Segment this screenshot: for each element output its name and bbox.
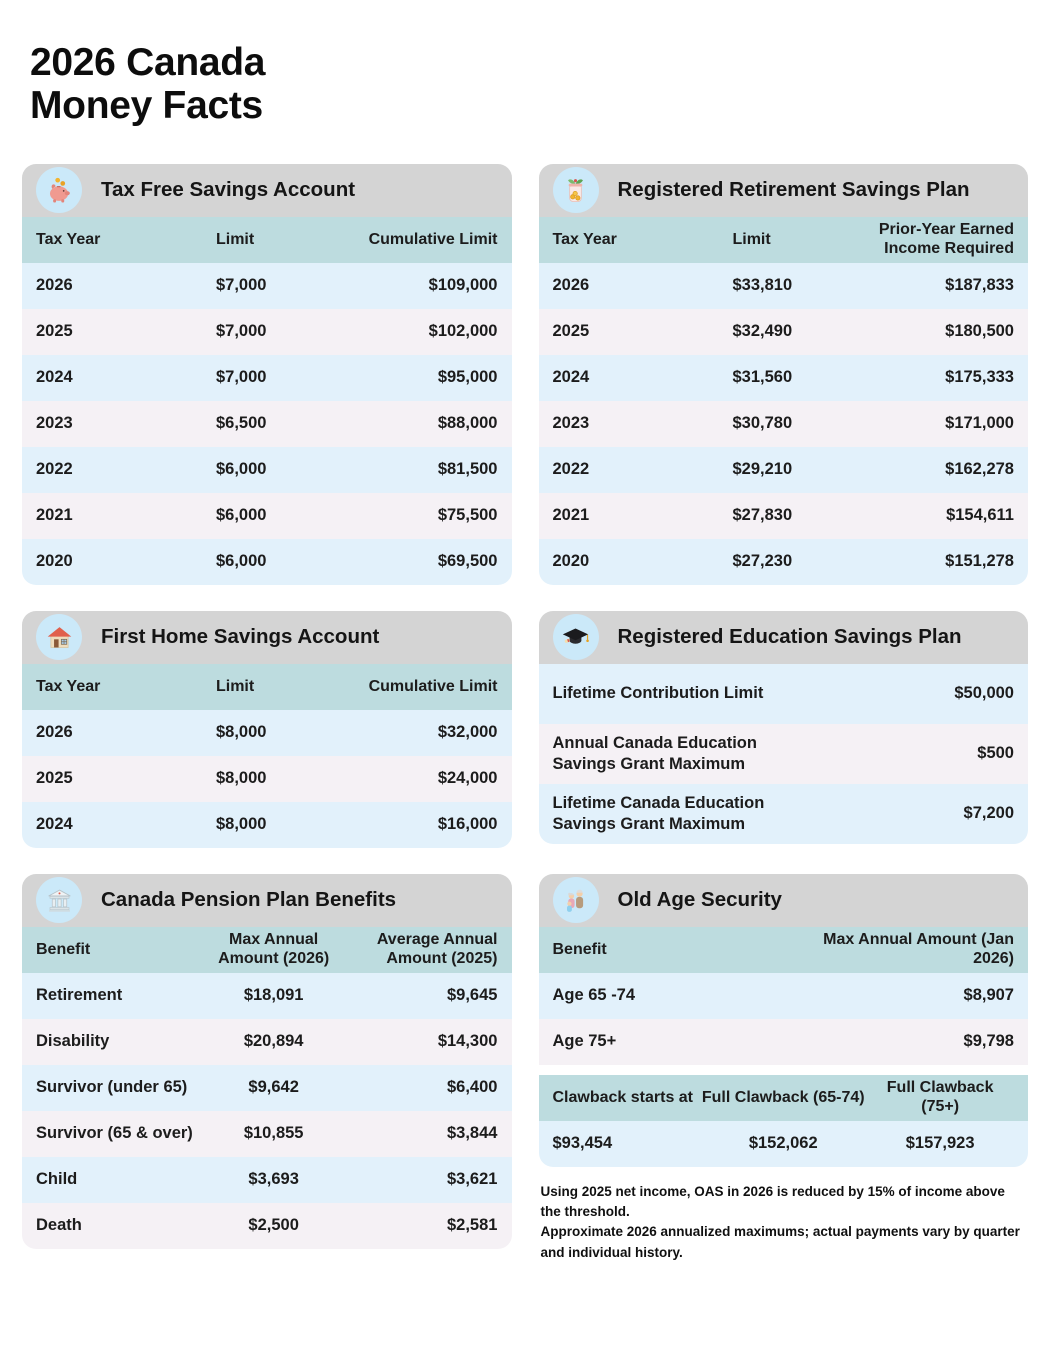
benefit-label-cell: Age 75+ <box>552 1032 617 1051</box>
tax-year-cell: 2025 <box>36 769 73 788</box>
tax-year-cell: 2023 <box>36 414 73 433</box>
table-row <box>539 263 1029 309</box>
piggy-bank-icon <box>36 167 82 213</box>
tfsa-col-limit: Limit <box>215 230 255 248</box>
max-annual-cell: $10,855 <box>243 1124 304 1143</box>
tax-year-cell: 2025 <box>36 322 73 341</box>
amount-cell: $7,200 <box>963 804 1014 823</box>
table-row <box>539 355 1029 401</box>
cpp-column-header-row <box>22 927 512 973</box>
full-clawback-75-col: Full Clawback (75+) <box>886 1079 994 1115</box>
limit-cell: $32,490 <box>732 322 793 341</box>
benefit-label-cell: Disability <box>36 1032 110 1051</box>
full-clawback-65-74-col: Full Clawback (65-74) <box>701 1088 865 1106</box>
oas-clawback-header-row <box>539 1075 1029 1121</box>
limit-cell: $6,500 <box>215 414 267 433</box>
resp-card-title: Registered Education Savings Plan <box>617 625 962 649</box>
cumulative-limit-cell: $32,000 <box>437 723 498 742</box>
table-row <box>22 401 512 447</box>
table-row <box>539 664 1029 724</box>
cards-grid <box>22 164 1028 1263</box>
oas-footnotes <box>539 1182 1029 1263</box>
tax-year-cell: 2021 <box>552 506 590 525</box>
table-row <box>539 493 1029 539</box>
tax-year-cell: 2022 <box>36 460 73 479</box>
cpp-card-title: Canada Pension Plan Benefits <box>101 888 397 912</box>
rrsp-col-tax-year: Tax Year <box>552 230 617 248</box>
average-annual-cell: $14,300 <box>437 1032 498 1051</box>
page-title-line2: Money Facts <box>30 83 263 127</box>
rrsp-card-title: Registered Retirement Savings Plan <box>617 178 970 202</box>
rrsp-col-limit: Limit <box>732 230 771 248</box>
cpp-col-max-annual: Max Annual Amount (2026) <box>218 931 330 967</box>
footnote-clawback: Using 2025 net income, OAS in 2026 is reduced by 15% of income above the threshold. <box>540 1183 1005 1220</box>
tfsa-card <box>22 164 512 585</box>
limit-cell: $33,810 <box>732 276 793 295</box>
resp-card-header <box>539 611 1029 664</box>
cumulative-limit-cell: $69,500 <box>437 552 498 571</box>
limit-cell: $29,210 <box>732 460 793 479</box>
average-annual-cell: $9,645 <box>447 986 498 1005</box>
tax-year-cell: 2021 <box>36 506 73 525</box>
table-row <box>539 973 1029 1019</box>
clawback-starts-col: Clawback starts at <box>552 1088 694 1106</box>
benefit-label-cell: Annual Canada Education Savings Grant Maximum <box>552 734 757 773</box>
cumulative-limit-cell: $109,000 <box>428 276 498 295</box>
cpp-col-benefit: Benefit <box>36 940 91 958</box>
table-row <box>22 756 512 802</box>
benefit-label-cell: Lifetime Contribution Limit <box>552 684 764 703</box>
amount-cell: $500 <box>977 744 1014 763</box>
max-annual-cell: $2,500 <box>248 1216 299 1235</box>
money-jar-icon <box>553 167 599 213</box>
limit-cell: $6,000 <box>215 460 267 479</box>
fhsa-col-tax-year: Tax Year <box>36 677 101 695</box>
max-annual-cell: $20,894 <box>243 1032 304 1051</box>
table-row <box>539 447 1029 493</box>
table-row <box>539 401 1029 447</box>
limit-cell: $7,000 <box>215 368 267 387</box>
tax-year-cell: 2022 <box>552 460 590 479</box>
table-row <box>22 1065 512 1111</box>
fhsa-card-title: First Home Savings Account <box>101 625 380 649</box>
fhsa-column-header-row <box>22 664 512 710</box>
benefit-label-cell: Lifetime Canada Education Savings Grant Maximum <box>552 794 765 833</box>
oas-card <box>539 874 1029 1167</box>
fhsa-card <box>22 611 512 848</box>
graduation-cap-icon <box>553 614 599 660</box>
rrsp-column-header-row <box>539 217 1029 263</box>
benefit-label-cell: Child <box>36 1170 78 1189</box>
full-clawback-75-cell: $157,923 <box>905 1134 975 1153</box>
house-icon <box>36 614 82 660</box>
table-row <box>539 1019 1029 1065</box>
earned-income-cell: $175,333 <box>945 368 1014 387</box>
table-row <box>539 724 1029 784</box>
max-annual-cell: $9,642 <box>248 1078 299 1097</box>
fhsa-card-header <box>22 611 512 664</box>
table-row <box>22 1157 512 1203</box>
tax-year-cell: 2025 <box>552 322 590 341</box>
earned-income-cell: $180,500 <box>945 322 1014 341</box>
rrsp-card <box>539 164 1029 585</box>
tfsa-column-header-row <box>22 217 512 263</box>
tfsa-card-header <box>22 164 512 217</box>
table-row <box>22 309 512 355</box>
benefit-label-cell: Death <box>36 1216 82 1235</box>
table-row <box>22 539 512 585</box>
average-annual-cell: $3,844 <box>447 1124 498 1143</box>
amount-cell: $8,907 <box>963 986 1014 1005</box>
limit-cell: $6,000 <box>215 506 267 525</box>
tfsa-col-cumulative-limit: Cumulative Limit <box>368 230 498 248</box>
table-row <box>539 1121 1029 1167</box>
tax-year-cell: 2026 <box>36 723 73 742</box>
limit-cell: $8,000 <box>215 769 267 788</box>
page-title <box>30 42 1020 128</box>
tax-year-cell: 2020 <box>552 552 590 571</box>
bank-icon <box>36 877 82 923</box>
rrsp-col-prior-year-income: Prior-Year Earned Income Required <box>878 221 1014 257</box>
table-row <box>22 973 512 1019</box>
cpp-col-average-annual: Average Annual Amount (2025) <box>376 931 498 967</box>
limit-cell: $27,830 <box>732 506 793 525</box>
elderly-family-icon <box>553 877 599 923</box>
tax-year-cell: 2024 <box>36 815 73 834</box>
limit-cell: $30,780 <box>732 414 793 433</box>
cumulative-limit-cell: $81,500 <box>437 460 498 479</box>
full-clawback-65-74-cell: $152,062 <box>748 1134 818 1153</box>
limit-cell: $6,000 <box>215 552 267 571</box>
page-title-line1: 2026 Canada <box>30 41 266 84</box>
benefit-label-cell: Retirement <box>36 986 123 1005</box>
tax-year-cell: 2026 <box>36 276 73 295</box>
fhsa-col-limit: Limit <box>215 677 255 695</box>
average-annual-cell: $2,581 <box>447 1216 498 1235</box>
earned-income-cell: $151,278 <box>945 552 1014 571</box>
cumulative-limit-cell: $16,000 <box>437 815 498 834</box>
oas-card-header <box>539 874 1029 927</box>
earned-income-cell: $154,611 <box>946 506 1014 525</box>
cumulative-limit-cell: $88,000 <box>437 414 498 433</box>
max-annual-cell: $18,091 <box>243 986 304 1005</box>
tfsa-col-tax-year: Tax Year <box>36 230 101 248</box>
cumulative-limit-cell: $95,000 <box>437 368 498 387</box>
table-row <box>22 1111 512 1157</box>
oas-col-max-annual: Max Annual Amount (Jan 2026) <box>823 931 1014 967</box>
table-row <box>539 309 1029 355</box>
table-row <box>22 710 512 756</box>
limit-cell: $7,000 <box>215 276 267 295</box>
earned-income-cell: $162,278 <box>945 460 1014 479</box>
earned-income-cell: $171,000 <box>945 414 1014 433</box>
cpp-card <box>22 874 512 1249</box>
oas-column-header-row <box>539 927 1029 973</box>
tax-year-cell: 2026 <box>552 276 590 295</box>
benefit-label-cell: Survivor (65 & over) <box>36 1124 193 1143</box>
limit-cell: $7,000 <box>215 322 267 341</box>
table-row <box>22 447 512 493</box>
cumulative-limit-cell: $24,000 <box>437 769 498 788</box>
limit-cell: $27,230 <box>732 552 793 571</box>
table-row <box>539 539 1029 585</box>
table-row <box>22 802 512 848</box>
rrsp-card-header <box>539 164 1029 217</box>
average-annual-cell: $3,621 <box>447 1170 498 1189</box>
oas-col-benefit: Benefit <box>552 940 607 958</box>
cpp-card-header <box>22 874 512 927</box>
fhsa-col-cumulative-limit: Cumulative Limit <box>368 677 498 695</box>
tax-year-cell: 2020 <box>36 552 73 571</box>
tax-year-cell: 2023 <box>552 414 590 433</box>
benefit-label-cell: Age 65 -74 <box>552 986 636 1005</box>
clawback-start-cell: $93,454 <box>552 1134 613 1153</box>
table-row <box>22 493 512 539</box>
cumulative-limit-cell: $102,000 <box>428 322 498 341</box>
average-annual-cell: $6,400 <box>447 1078 498 1097</box>
benefit-label-cell: Survivor (under 65) <box>36 1078 188 1097</box>
tfsa-card-title: Tax Free Savings Account <box>101 178 356 202</box>
footnote-approximation: Approximate 2026 annualized maximums; actual payments vary by quarter and individual history. <box>540 1224 1020 1260</box>
earned-income-cell: $187,833 <box>945 276 1014 295</box>
oas-card-title: Old Age Security <box>617 888 782 912</box>
table-row <box>22 1019 512 1065</box>
amount-cell: $50,000 <box>954 684 1014 703</box>
oas-section <box>539 874 1029 1263</box>
limit-cell: $31,560 <box>732 368 793 387</box>
limit-cell: $8,000 <box>215 723 267 742</box>
limit-cell: $8,000 <box>215 815 267 834</box>
amount-cell: $9,798 <box>963 1032 1014 1051</box>
table-row <box>539 784 1029 844</box>
table-row <box>22 1203 512 1249</box>
table-row <box>22 263 512 309</box>
max-annual-cell: $3,693 <box>248 1170 299 1189</box>
tax-year-cell: 2024 <box>552 368 590 387</box>
tax-year-cell: 2024 <box>36 368 73 387</box>
resp-card <box>539 611 1029 844</box>
table-row <box>22 355 512 401</box>
cumulative-limit-cell: $75,500 <box>437 506 498 525</box>
